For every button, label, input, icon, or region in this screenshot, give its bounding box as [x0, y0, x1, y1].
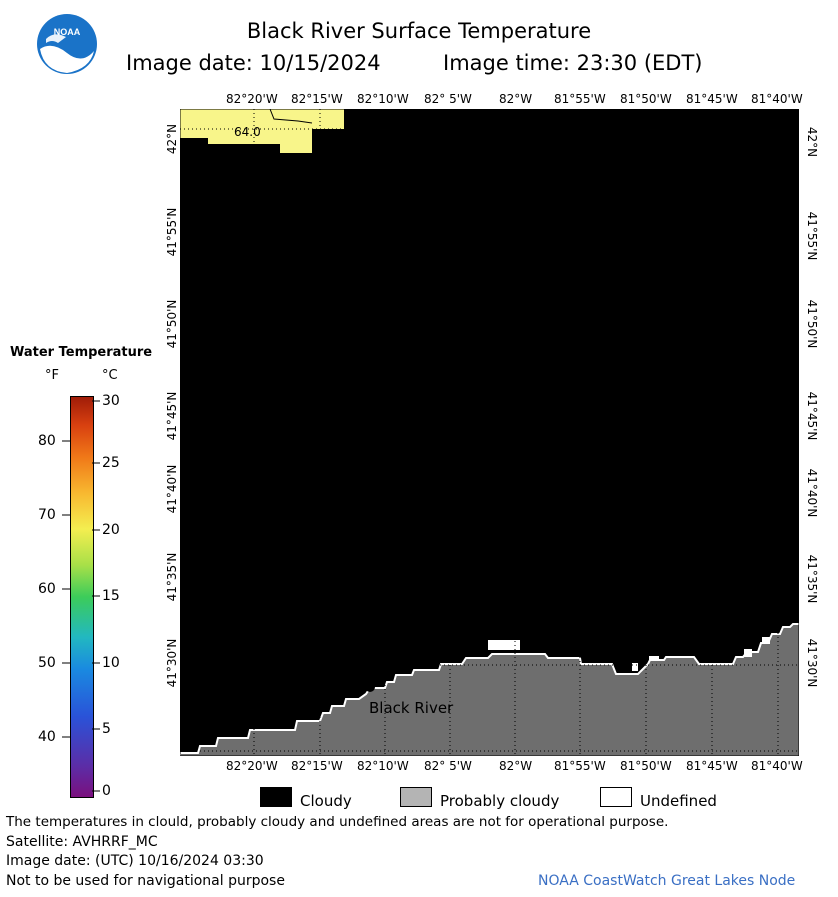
- lat-right-label: 41°45'N: [805, 391, 819, 441]
- lat-right-label: 41°40'N: [805, 468, 819, 518]
- lon-top-label: 82°15'W: [291, 92, 343, 106]
- lon-top-label: 82°W: [499, 92, 533, 106]
- lon-bottom-label: 82°W: [499, 759, 533, 773]
- lon-top-label: 82°20'W: [226, 92, 278, 106]
- scale-tick-c: 0: [102, 783, 111, 799]
- scale-tick-f: 70: [38, 507, 56, 523]
- scale-tick-f: 80: [38, 433, 56, 449]
- lon-bottom-label: 81°50'W: [620, 759, 672, 773]
- scale-tick-c: 5: [102, 721, 111, 737]
- lat-left-label: 41°30'N: [165, 638, 179, 688]
- scale-tick-f: 50: [38, 655, 56, 671]
- lat-right-label: 41°30'N: [805, 638, 819, 688]
- disclaimer-text: The temperatures in clould, probably cloudy and undefined areas are not for operational purpose.: [6, 814, 669, 830]
- lon-bottom-label: 82°20'W: [226, 759, 278, 773]
- temperature-map: [180, 109, 799, 756]
- scale-tick-c: 10: [102, 655, 120, 671]
- scale-tick-c: 25: [102, 455, 120, 471]
- lon-top-label: 81°55'W: [554, 92, 606, 106]
- lat-left-label: 41°55'N: [165, 207, 179, 257]
- lon-top-label: 82° 5'W: [424, 92, 472, 106]
- undefined-patch: [632, 663, 638, 671]
- lon-bottom-label: 81°55'W: [554, 759, 606, 773]
- credit-text: NOAA CoastWatch Great Lakes Node: [538, 873, 796, 889]
- lat-left-label: 41°35'N: [165, 552, 179, 602]
- undefined-legend-label: Undefined: [640, 792, 717, 810]
- lon-bottom-label: 81°40'W: [751, 759, 803, 773]
- undefined-patch: [649, 656, 659, 661]
- lon-bottom-label: 82° 5'W: [424, 759, 472, 773]
- lat-right-label: 41°50'N: [805, 299, 819, 349]
- undefined-patch: [762, 637, 770, 644]
- lon-bottom-label: 82°10'W: [357, 759, 409, 773]
- nav-warning-text: Not to be used for navigational purpose: [6, 873, 285, 889]
- lat-left-label: 42°N: [165, 123, 179, 155]
- temperature-value-label: 64.0: [234, 125, 261, 139]
- lon-bottom-label: 82°15'W: [291, 759, 343, 773]
- lon-top-label: 81°45'W: [686, 92, 738, 106]
- scale-title: Water Temperature: [10, 345, 153, 360]
- lon-top-label: 81°50'W: [620, 92, 672, 106]
- lat-left-label: 41°40'N: [165, 464, 179, 514]
- undefined-patch: [744, 649, 752, 657]
- place-label: Black River: [369, 699, 454, 717]
- unit-f-label: °F: [45, 368, 59, 383]
- unit-c-label: °C: [102, 368, 118, 383]
- logo-text: NOAA: [53, 27, 81, 37]
- probably-cloudy-legend-label: Probably cloudy: [440, 792, 560, 810]
- scale-tick-c: 30: [102, 393, 120, 409]
- page-title: Black River Surface Temperature: [246, 19, 592, 43]
- image-time-label: Image time: 23:30 (EDT): [443, 51, 703, 75]
- lon-bottom-label: 81°45'W: [686, 759, 738, 773]
- scale-tick-c: 20: [102, 522, 120, 538]
- lat-right-label: 41°55'N: [805, 211, 819, 261]
- satellite-text: Satellite: AVHRRF_MC: [6, 834, 158, 850]
- scale-tick-c: 15: [102, 588, 120, 604]
- lon-top-label: 81°40'W: [751, 92, 803, 106]
- cloudy-legend-label: Cloudy: [300, 792, 352, 810]
- scale-tick-f: 60: [38, 581, 56, 597]
- scale-tick-f: 40: [38, 729, 56, 745]
- lat-right-label: 42°N: [805, 126, 819, 158]
- lat-right-label: 41°35'N: [805, 554, 819, 604]
- scale-ticks: [62, 396, 102, 798]
- image-date-label: Image date: 10/15/2024: [126, 51, 381, 75]
- lat-left-label: 41°45'N: [165, 391, 179, 441]
- lat-left-label: 41°50'N: [165, 299, 179, 349]
- probably-cloudy-swatch: [400, 787, 432, 807]
- utc-date-text: Image date: (UTC) 10/16/2024 03:30: [6, 853, 264, 869]
- cloudy-swatch: [260, 787, 292, 807]
- black-river-marker: [365, 682, 375, 692]
- lon-top-label: 82°10'W: [357, 92, 409, 106]
- undefined-swatch: [600, 787, 632, 807]
